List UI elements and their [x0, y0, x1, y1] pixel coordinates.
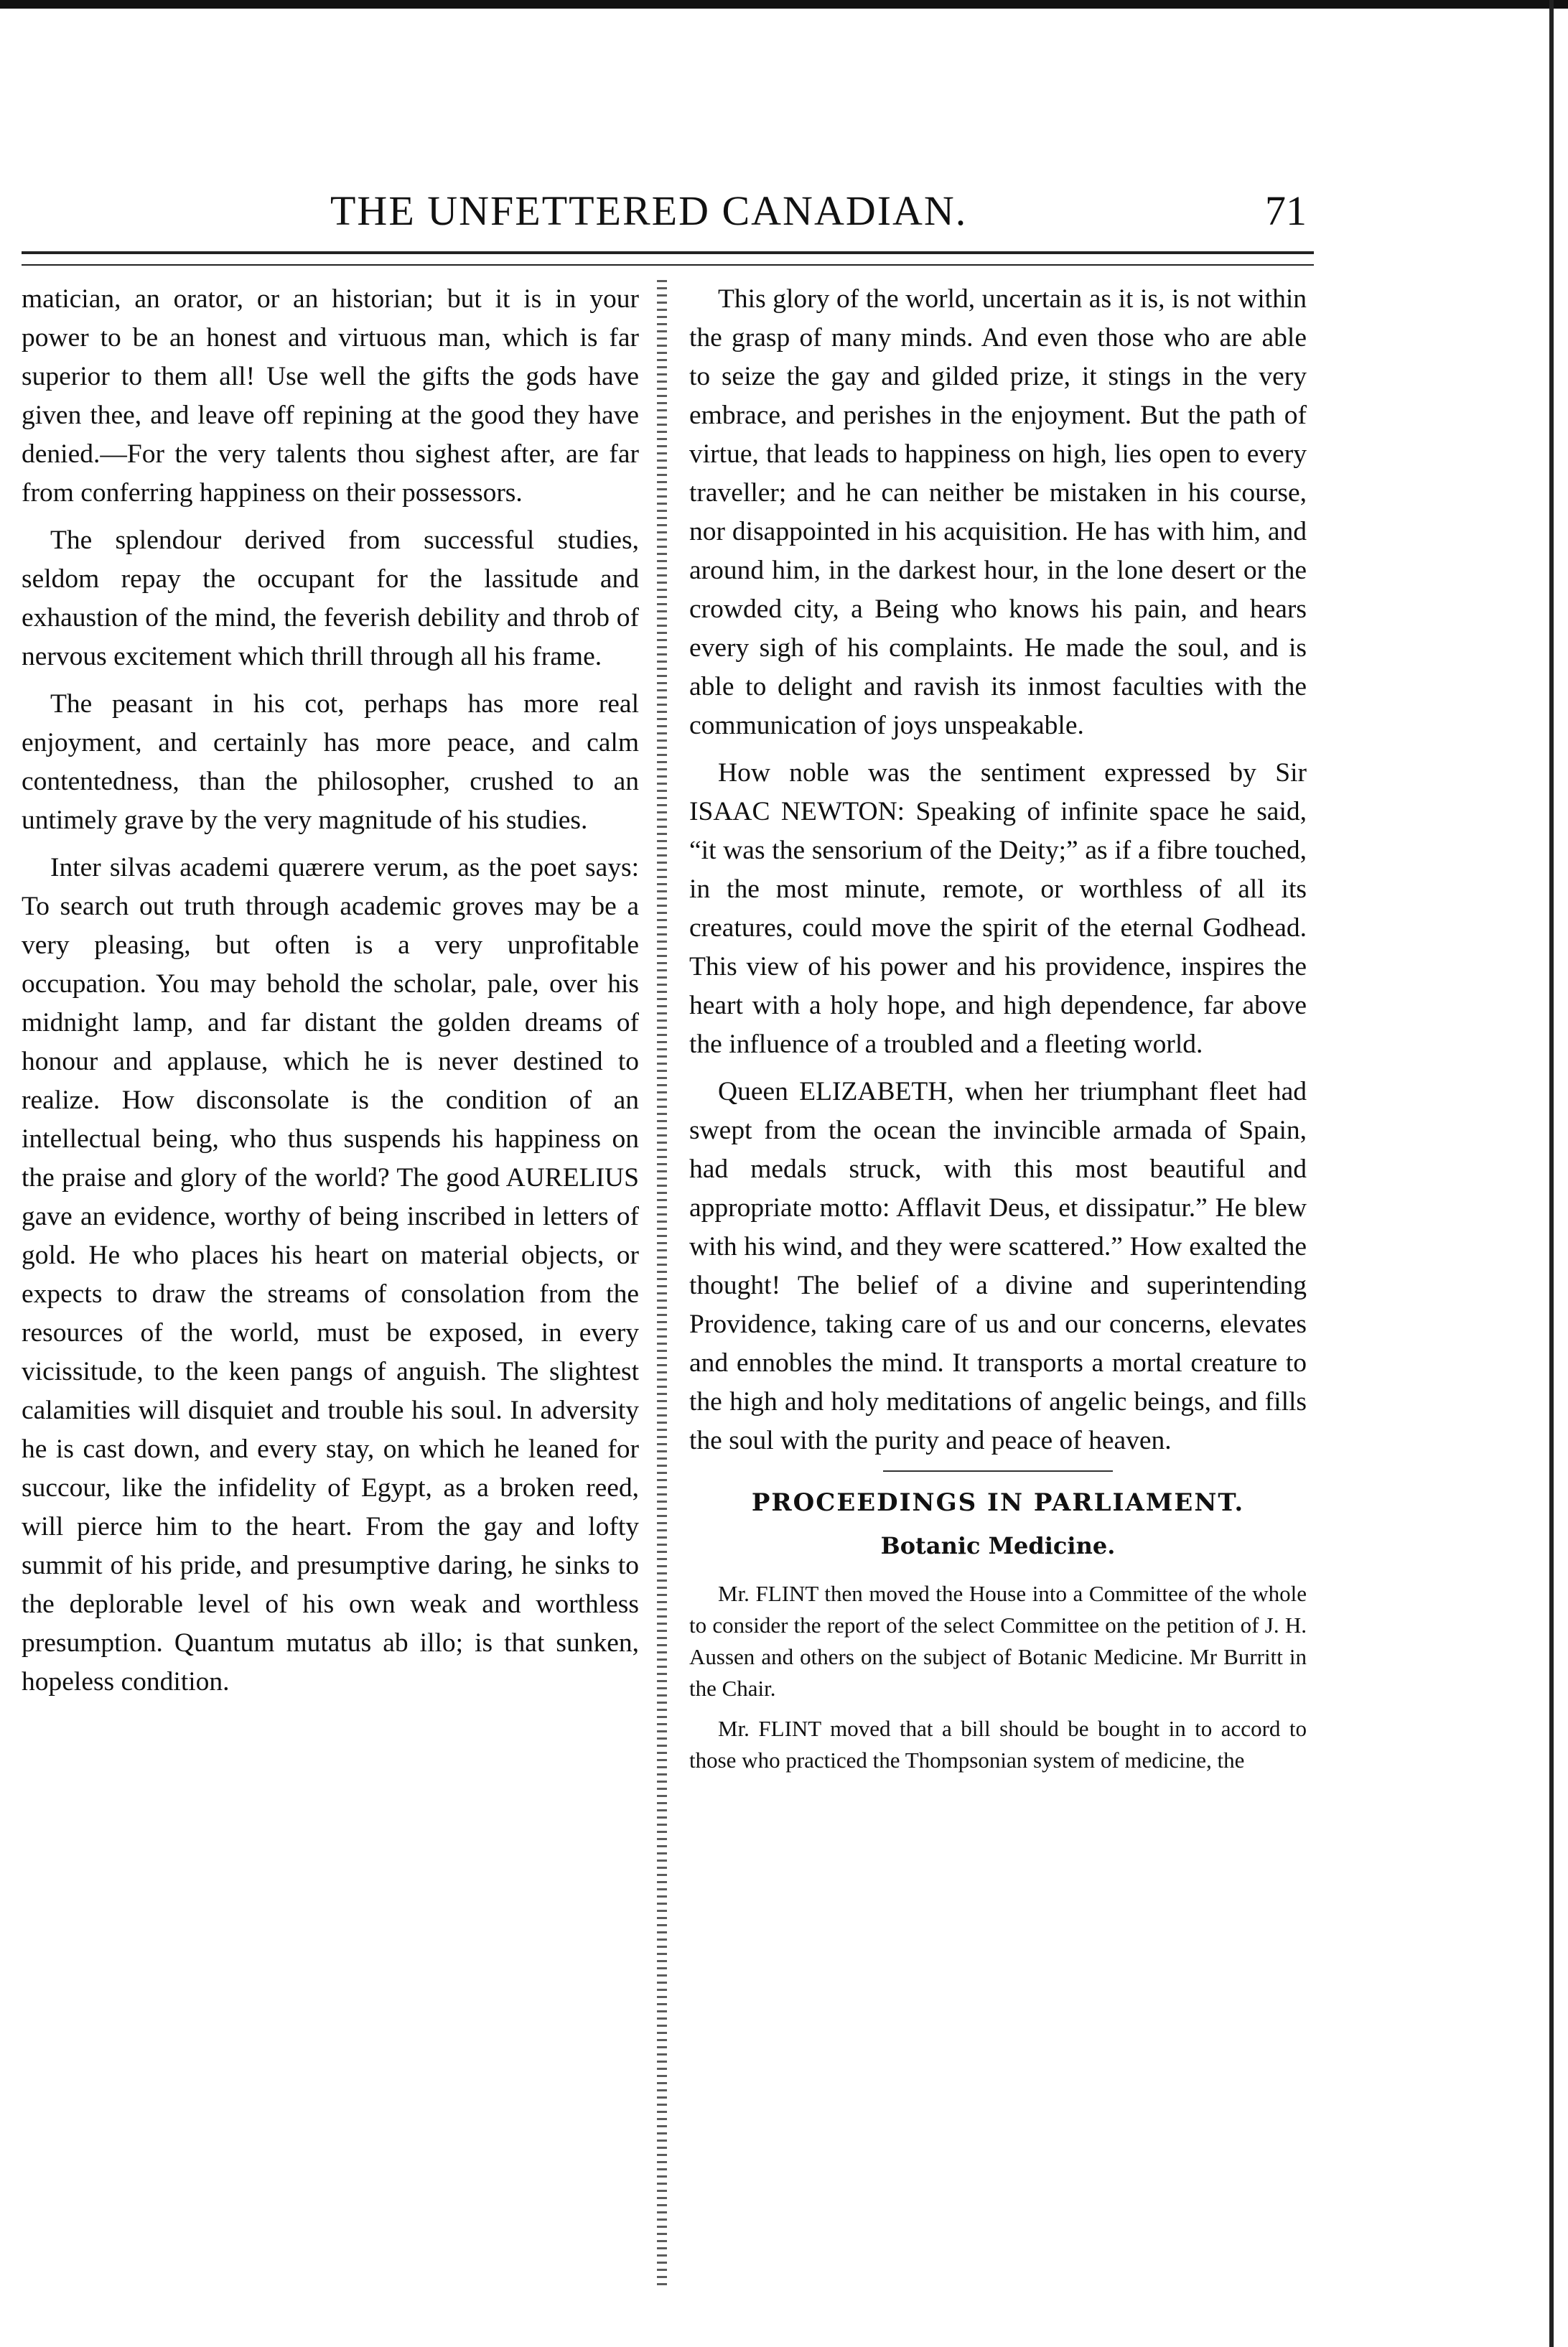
- text-columns: [22, 280, 1314, 2290]
- left-column: [22, 280, 639, 1710]
- page: [22, 165, 1314, 2319]
- page-edge-shadow: [1549, 0, 1554, 2347]
- column-divider: [657, 280, 667, 2290]
- left-paragraph-3: The peasant in his cot, perhaps has more real enjoyment, and certainly has more peace, and calm contentedness, than the philosopher, crushed to an untimely grave by the very magnitude of his studies.: [22, 689, 639, 835]
- right-paragraph-3: Queen ELIZABETH, when her triumphant fleet had swept from the ocean the invincible armada of Spain, had medals struck, with this most beautiful and appropriate motto: Afflavit Deus, et dissipatur.” He blew with his wind, and they were scattered.” How exalted the thought! The belief of a divine and superintending Providence, taking care of us and our concerns, elevates and ennobles the mind. It transports a mortal creature to the high and holy meditations of angelic beings, and fills the soul with the purity and peace of heaven.: [689, 1077, 1307, 1455]
- section-paragraph-2: Mr. FLINT moved that a bill should be bought in to accord to those who practiced the Thompsonian system of medicine, the: [689, 1716, 1307, 1773]
- section-paragraph-1: Mr. FLINT then moved the House into a Committee of the whole to consider the report of the select Committee on the petition of J. H. Aussen and others on the subject of Botanic Medicine. Mr Burritt in the Chair.: [689, 1581, 1307, 1701]
- top-edge-rule: [0, 0, 1568, 9]
- left-paragraph-2: The splendour derived from successful studies, seldom repay the occupant for the lassitude and exhaustion of the mind, the feverish debility and throb of nervous excitement which thrill through all his frame.: [22, 526, 639, 671]
- header-rule: [22, 251, 1314, 266]
- section-title: PROCEEDINGS IN PARLIAMENT.: [751, 1488, 1245, 1517]
- page-header: [22, 165, 1314, 244]
- right-column: [689, 280, 1307, 1785]
- running-title: THE UNFETTERED CANADIAN.: [330, 187, 968, 234]
- section-divider: [883, 1470, 1113, 1472]
- page-number: 71: [1265, 187, 1307, 234]
- section-subtitle: Botanic Medicine.: [880, 1532, 1116, 1559]
- left-paragraph-1: matician, an orator, or an historian; but it is in your power to be an honest and virtuous man, which is far superior to them all! Use well the gifts the gods have given thee, and leave off repining at the good they have denied.—For the very talents thou sighest after, are far from conferring happiness on their possessors.: [22, 284, 639, 508]
- right-paragraph-2: How noble was the sentiment expressed by Sir ISAAC NEWTON: Speaking of infinite space he said, “it was the sensorium of the Deity;” as if a fibre touched, in the most minute, remote, or worthless of all its creatures, could move the spirit of the eternal Godhead. This view of his power and his providence, inspires the heart with a holy hope, and high dependence, far above the influence of a troubled and a fleeting world.: [689, 758, 1307, 1059]
- left-paragraph-4: Inter silvas academi quærere verum, as the poet says: To search out truth through academic groves may be a very pleasing, but often is a very unprofitable occupation. You may behold the scholar, pale, over his midnight lamp, and far distant the golden dreams of honour and applause, which he is never destined to realize. How disconsolate is the condition of an intellectual being, who thus suspends his happiness on the praise and glory of the world? The good AURELIUS gave an evidence, worthy of being inscribed in letters of gold. He who places his heart on material objects, or expects to draw the streams of consolation from the resources of the world, must be exposed, in every vicissitude, to the keen pangs of anguish. The slightest calamities will disquiet and trouble his soul. In adversity he is cast down, and every stay, on which he leaned for succour, like the infidelity of Egypt, as a broken reed, will pierce him to the heart. From the gay and lofty summit of his pride, and presumptive daring, he sinks to the deplorable level of his own weak and worthless presumption. Quantum mutatus ab illo; is that sunken, hopeless condition.: [22, 853, 639, 1697]
- right-paragraph-1: This glory of the world, uncertain as it is, is not within the grasp of many minds. And even those who are able to seize the gay and gilded prize, it stings in the very embrace, and perishes in the enjoyment. But the path of virtue, that leads to happiness on high, lies open to every traveller; and he can neither be mistaken in his course, nor disappointed in his acquisition. He has with him, and around him, in the darkest hour, in the lone desert or the crowded city, a Being who knows his pain, and hears every sigh of his complaints. He made the soul, and is able to delight and ravish its inmost faculties with the communication of joys unspeakable.: [689, 284, 1307, 740]
